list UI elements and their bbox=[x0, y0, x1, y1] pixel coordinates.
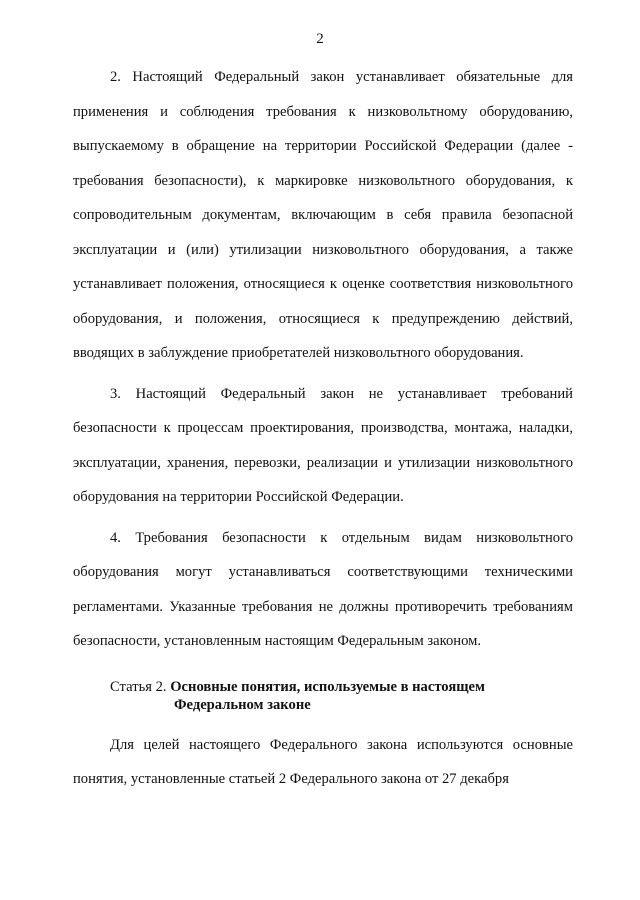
paragraph-3: 3. Настоящий Федеральный закон не устанавливает требований безопасности к процессам проектирования, производства, монтажа, наладки, эксплуатации, хранения, перевозки, реализации и утилизации низковольтного оборудования на территории Российской Федерации. bbox=[73, 385, 573, 505]
article-title-line1: Основные понятия, используемые в настоящем bbox=[170, 678, 485, 695]
article-title-line2: Федеральном законе bbox=[174, 696, 311, 713]
article-prefix: Статья 2. bbox=[110, 678, 167, 695]
article-heading bbox=[73, 678, 573, 714]
page-number: 2 bbox=[316, 31, 324, 47]
paragraph-2: 2. Настоящий Федеральный закон устанавливает обязательные для применения и соблюдения требования к низковольтному оборудованию, выпускаемому в обращение на территории Российской Федерации (далее - требования безопасности), к маркировке низковольтного оборудования, к сопроводительным документам, включающим в себя правила безопасной эксплуатации и (или) утилизации низковольтного оборудования, а также устанавливает положения, относящиеся к оценке соответствия низковольтного оборудования, и положения, относящиеся к предупреждению действий, вводящих в заблуждение приобретателей низковольтного оборудования. bbox=[73, 69, 573, 361]
document-body bbox=[73, 60, 573, 797]
definitions-paragraph: Для целей настоящего Федерального закона используются основные понятия, установленные статьей 2 Федерального закона от 27 декабря bbox=[73, 736, 573, 787]
paragraph-4: 4. Требования безопасности к отдельным видам низковольтного оборудования могут устанавливаться соответствующими техническими регламентами. Указанные требования не должны противоречить требованиям безопасности, установленным настоящим Федеральным законом. bbox=[73, 529, 573, 649]
